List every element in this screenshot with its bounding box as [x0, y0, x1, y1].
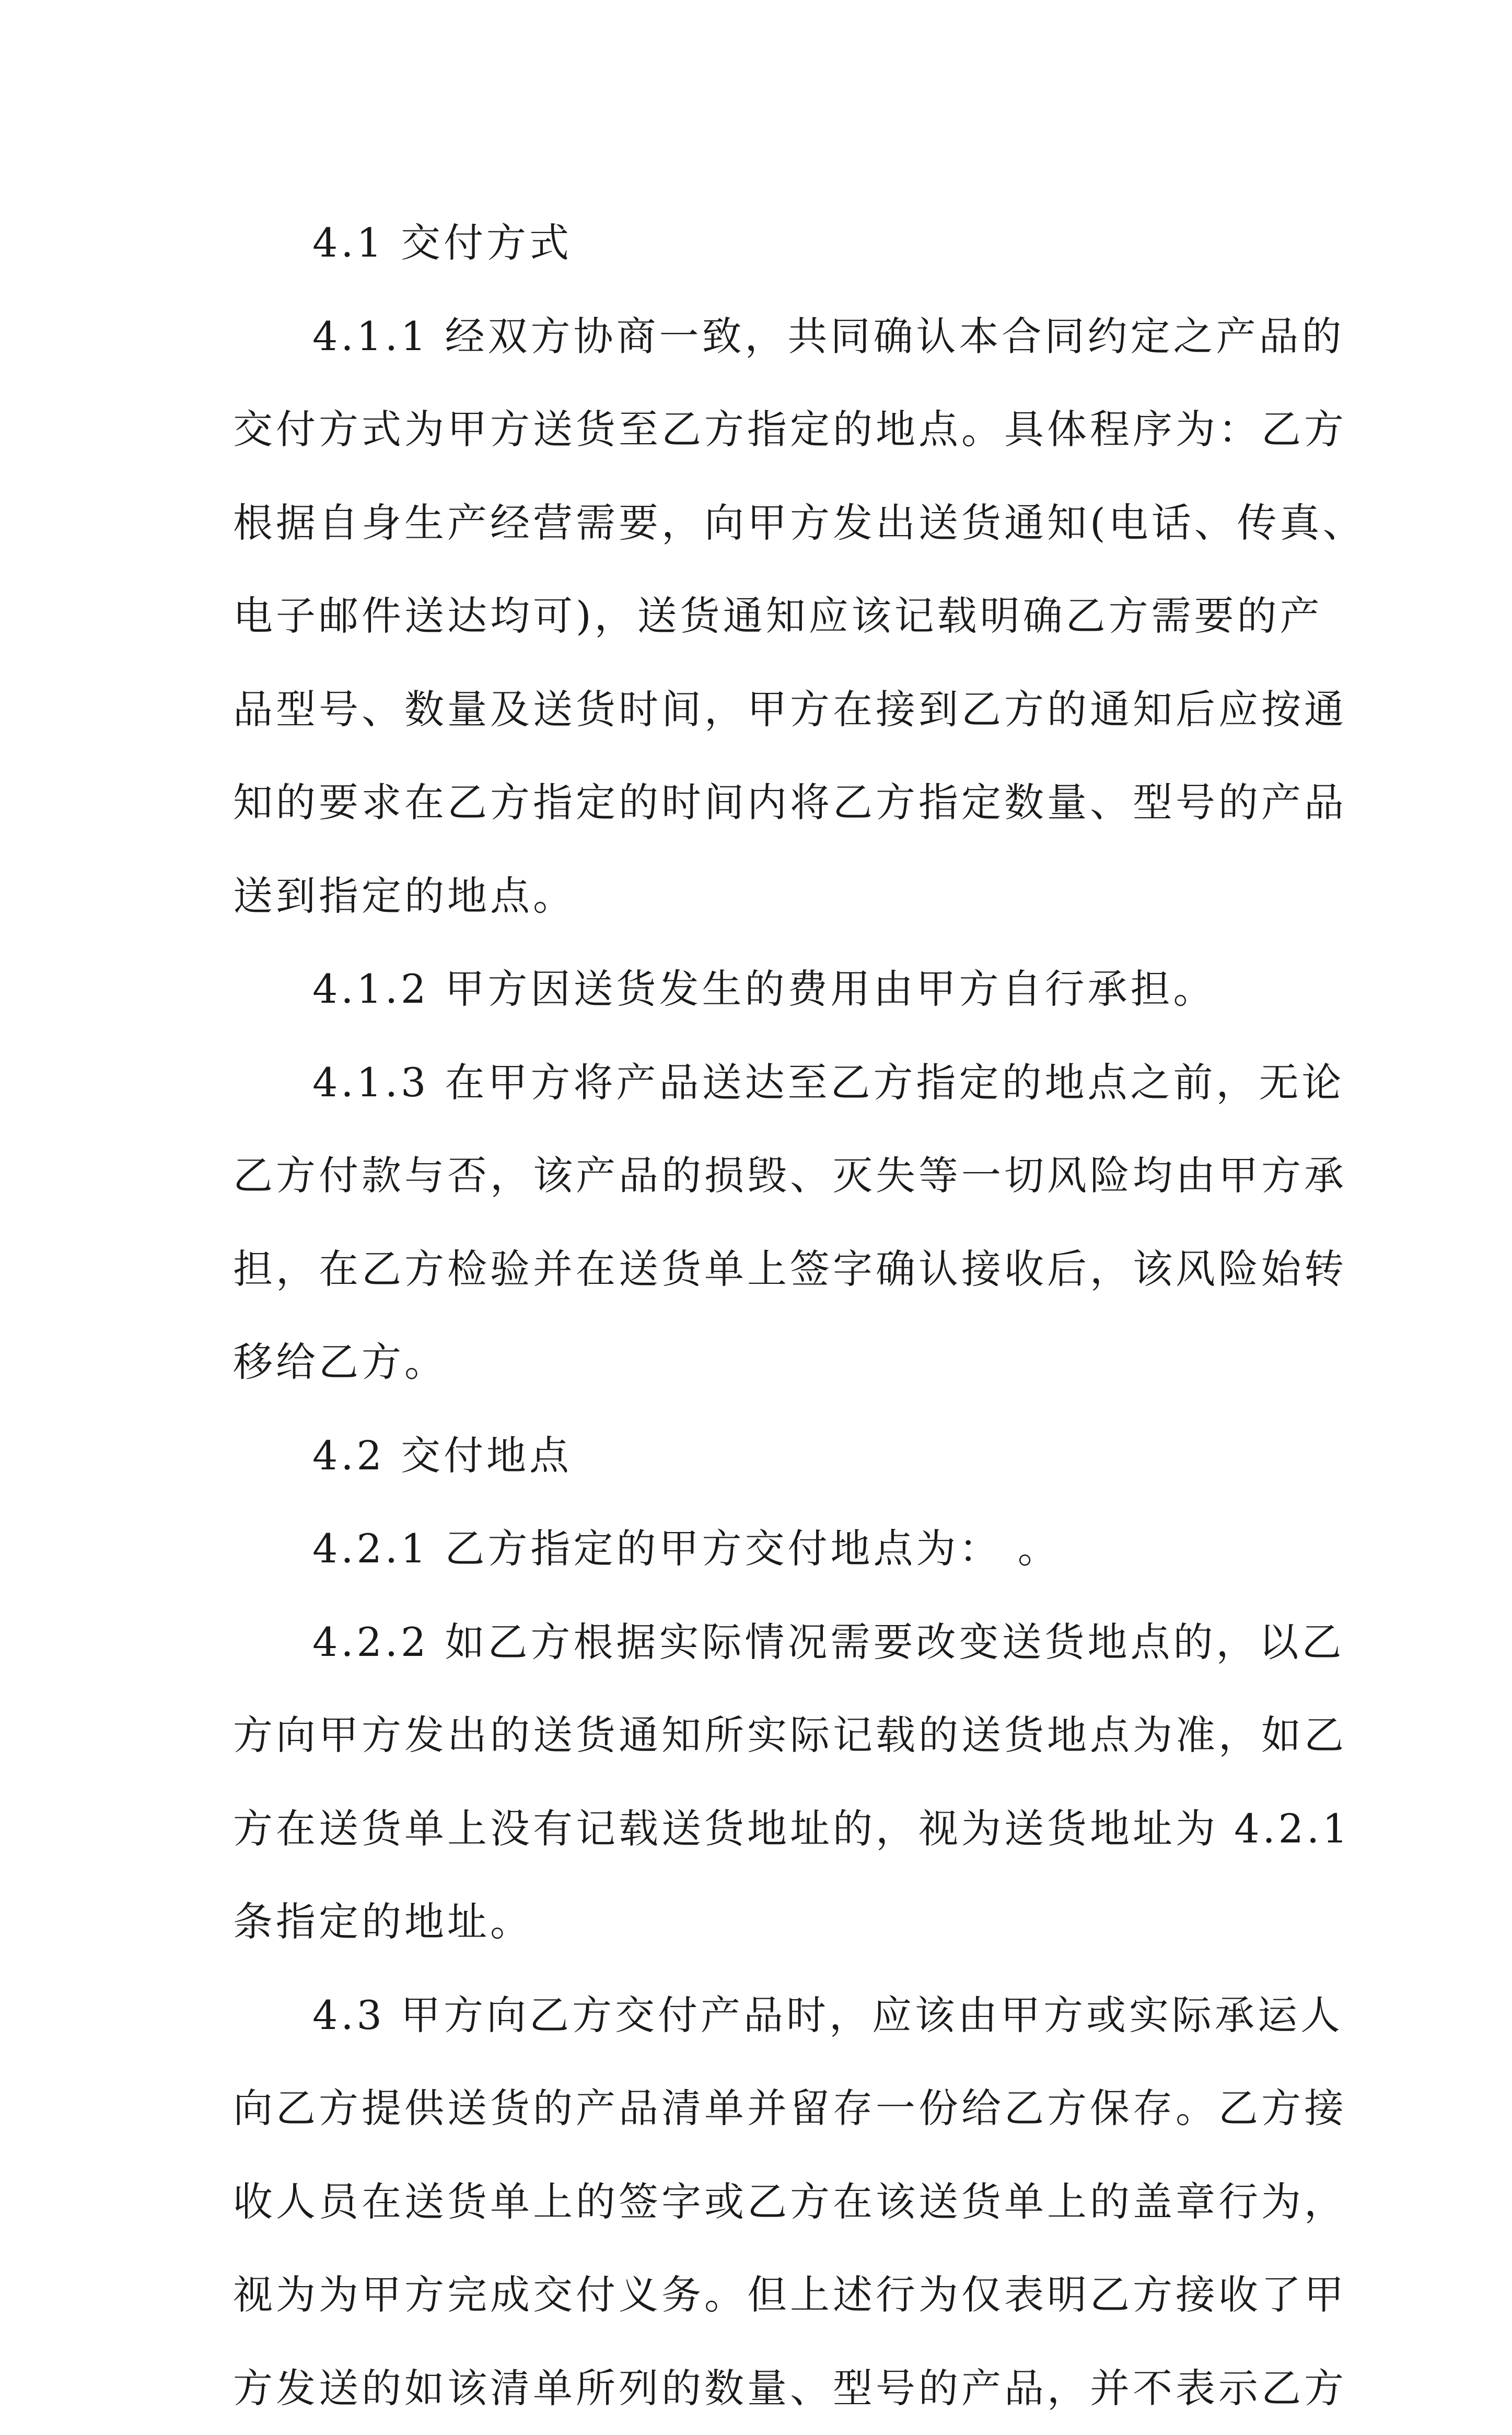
- text-line: 送到指定的地点。: [233, 850, 1295, 943]
- clause-4-1-2: [233, 943, 1295, 1036]
- clause-4-1-1: [233, 290, 1295, 943]
- text-line: 乙方付款与否，该产品的损毁、灭失等一切风险均由甲方承: [233, 1129, 1295, 1223]
- text-line: 根据自身生产经营需要，向甲方发出送货通知(电话、传真、: [233, 477, 1295, 570]
- text-line: 4.1 交付方式: [233, 196, 1295, 290]
- text-line: 条指定的地址。: [233, 1875, 1295, 1969]
- text-line: 4.2.2 如乙方根据实际情况需要改变送货地点的，以乙: [233, 1596, 1295, 1689]
- text-line: 知的要求在乙方指定的时间内将乙方指定数量、型号的产品: [233, 756, 1295, 850]
- text-line: 移给乙方。: [233, 1316, 1295, 1409]
- text-line: 4.2 交付地点: [233, 1409, 1295, 1503]
- clause-4-3: [233, 1969, 1295, 2435]
- text-line: 4.2.1 乙方指定的甲方交付地点为： 。: [233, 1502, 1295, 1596]
- text-line: 担，在乙方检验并在送货单上签字确认接收后，该风险始转: [233, 1223, 1295, 1316]
- text-line: 视为为甲方完成交付义务。但上述行为仅表明乙方接收了甲: [233, 2248, 1295, 2342]
- text-line: 方发送的如该清单所列的数量、型号的产品，并不表示乙方: [233, 2342, 1295, 2435]
- text-line: 4.1.1 经双方协商一致，共同确认本合同约定之产品的: [233, 290, 1295, 384]
- text-line: 方向甲方发出的送货通知所实际记载的送货地点为准，如乙: [233, 1689, 1295, 1782]
- text-line: 交付方式为甲方送货至乙方指定的地点。具体程序为：乙方: [233, 383, 1295, 477]
- text-line: 收人员在送货单上的签字或乙方在该送货单上的盖章行为，: [233, 2155, 1295, 2249]
- text-line: 4.3 甲方向乙方交付产品时，应该由甲方或实际承运人: [233, 1969, 1295, 2062]
- document-body: [233, 196, 1295, 2435]
- clause-4-1-3: [233, 1036, 1295, 1409]
- heading-4-1: [233, 196, 1295, 290]
- heading-4-2: [233, 1409, 1295, 1503]
- text-line: 方在送货单上没有记载送货地址的，视为送货地址为 4.2.1: [233, 1782, 1295, 1876]
- text-line: 向乙方提供送货的产品清单并留存一份给乙方保存。乙方接: [233, 2062, 1295, 2155]
- text-line: 品型号、数量及送货时间，甲方在接到乙方的通知后应按通: [233, 663, 1295, 757]
- clause-4-2-1: [233, 1502, 1295, 1596]
- clause-4-2-2: [233, 1596, 1295, 1969]
- text-line: 电子邮件送达均可)，送货通知应该记载明确乙方需要的产: [233, 570, 1295, 663]
- text-line: 4.1.3 在甲方将产品送达至乙方指定的地点之前，无论: [233, 1036, 1295, 1130]
- text-line: 4.1.2 甲方因送货发生的费用由甲方自行承担。: [233, 943, 1295, 1036]
